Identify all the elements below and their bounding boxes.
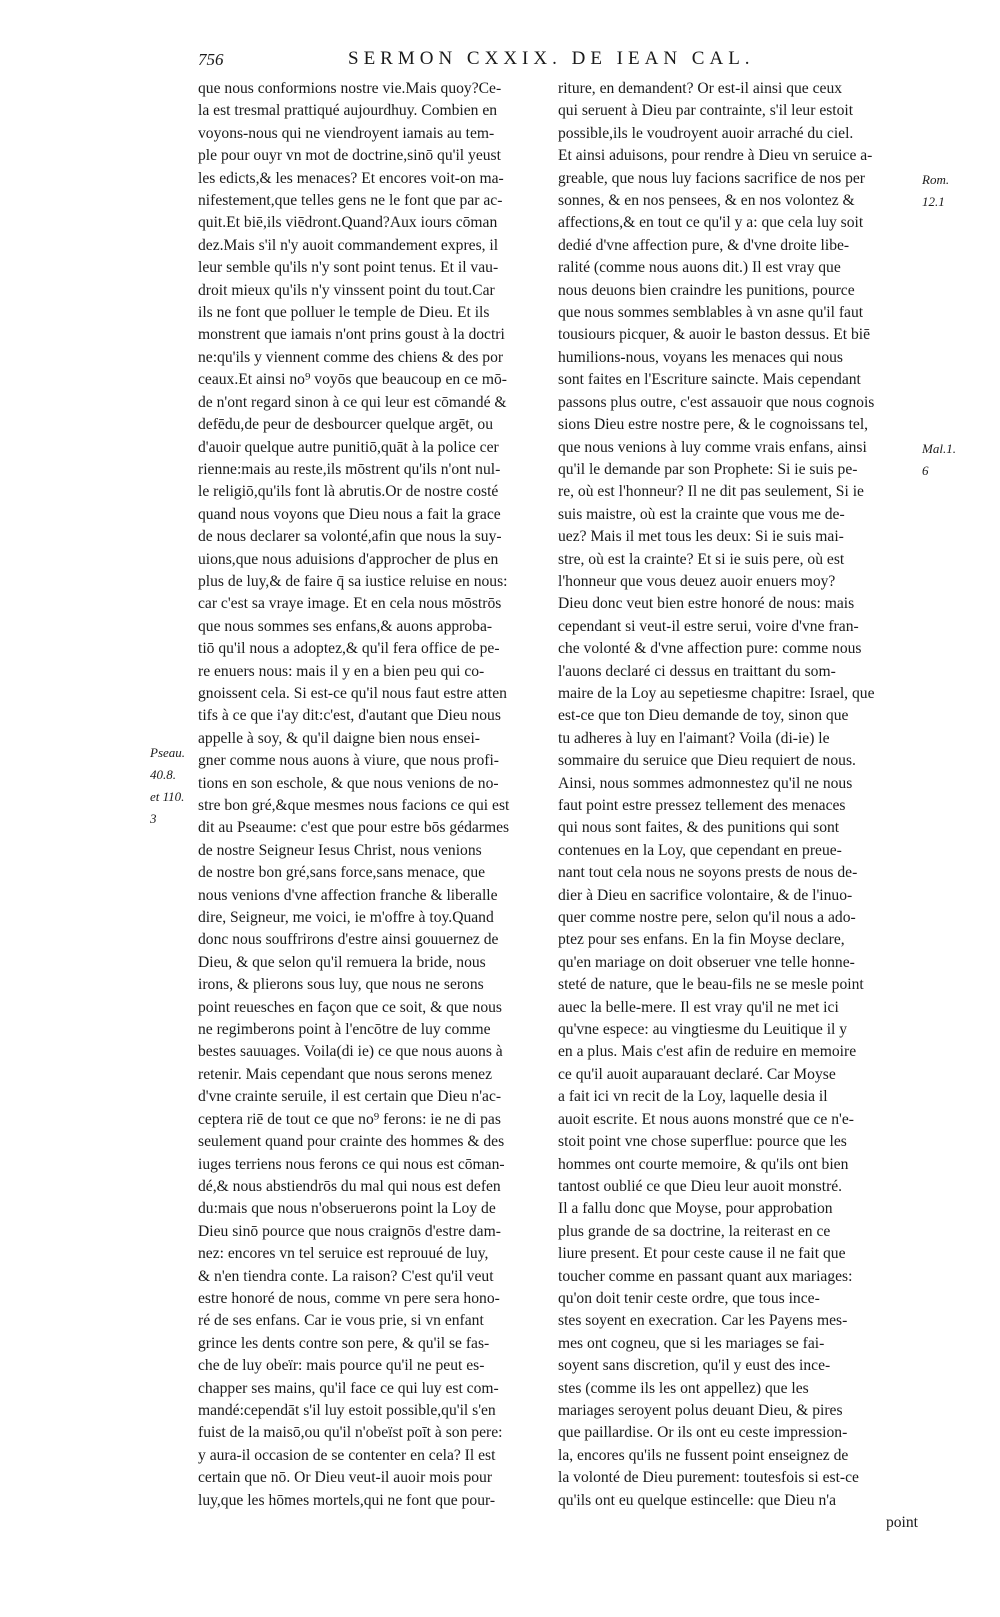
text-line: ple pour ouyr vn mot de doctrine,sinō qu'il yeust (198, 147, 501, 165)
text-line: estre honoré de nous, comme vn pere sera hono- (198, 1289, 500, 1307)
text-line: faut point estre pressez tellement des menaces (558, 797, 846, 814)
text-line: que nous conformions nostre vie.Mais quoy?Ce- (198, 80, 502, 97)
text-line: l'honneur que vous deuez auoir enuers moy? (558, 572, 836, 590)
text-line: greable, que nous luy facions sacrifice de nos per (558, 169, 865, 187)
text-line: che de luy obeïr: mais pource qu'il ne peut es- (198, 1357, 485, 1375)
text-line: seulement quand pour crainte des hommes & des (198, 1133, 505, 1151)
text-line: point reuesches en façon que ce soit, & que nous (198, 998, 502, 1016)
text-line: d'vne crainte seruile, il est certain que Dieu n'ac- (198, 1088, 502, 1106)
text-line: iuges terriens nous ferons ce qui nous est cōman- (198, 1155, 505, 1173)
text-line: de n'ont regard sinon à ce qui leur est cōmandé & (198, 393, 507, 411)
text-line: sommaire du seruice que Dieu requiert de nous. (558, 752, 856, 770)
text-line: stes soyent en execration. Car les Payens mes- (558, 1312, 848, 1330)
catchword: point (885, 1514, 918, 1531)
text-line: nez: encores vn tel seruice est reprouué de luy, (198, 1245, 489, 1263)
page-header (198, 48, 918, 74)
text-line: grince les dents contre son pere, & qu'il se fas- (198, 1334, 490, 1352)
text-line: a fait ici vn recit de la Loy, laquelle desia il (558, 1088, 828, 1106)
text-line: uez? Mais il met tous les deux: Si ie suis mai- (558, 528, 844, 546)
text-line: le religiō,qu'ils font là abrutis.Or de nostre costé (198, 483, 499, 501)
text-line: l'auons declaré ci dessus en traittant du som- (558, 662, 836, 680)
text-line: y aura-il occasion de se contenter en cela? Il est (198, 1446, 496, 1464)
text-line: appelle à soy, & qu'il daigne bien nous ensei- (198, 729, 480, 747)
text-line: la, encores qu'ils ne fussent point enseignez de (558, 1446, 849, 1464)
text-line: tantost oublié ce que Dieu leur auoit monstré. (558, 1177, 843, 1195)
text-line: stre, où est la crainte? Et si ie suis pere, où est (558, 550, 845, 568)
margin-note-line: 40.8. (150, 767, 176, 782)
text-line: mes ont cogneu, que si les mariages se fai- (558, 1334, 825, 1352)
text-line: ceptera riē de tout ce que no⁹ ferons: ie ne di pas (198, 1110, 501, 1128)
text-line: Dieu, & que selon qu'il remuera la bride, nous (198, 953, 486, 971)
text-line: quit.Et biē,ils viēdront.Quand?Aux iours cōman (198, 214, 498, 232)
margin-note-line: Pseau. (150, 745, 186, 760)
text-line: que nous sommes ses enfans,& auons approba- (198, 617, 493, 635)
text-line: chapper ses mains, qu'il face ce qui luy est com- (198, 1379, 499, 1397)
text-line: sonnes, & en nos pensees, & en nos volontez & (558, 192, 855, 210)
text-line: che volonté & d'vne affection pure: comme nous (558, 640, 862, 658)
text-line: steté de nature, que le beau-fils ne se mesle point (558, 976, 864, 994)
text-line: ralité (comme nous auons dit.) Il est vray que (558, 259, 841, 277)
text-line: les edicts,& les menaces? Et encores voit-on ma- (198, 169, 504, 187)
left-text-column (198, 78, 538, 1512)
text-line: hommes ont courte memoire, & qu'ils ont bien (558, 1155, 849, 1173)
text-line: monstrent que iamais n'ont prins goust à la doctri (198, 326, 505, 344)
margin-note-line: 6 (922, 463, 929, 478)
text-line: maire de la Loy au sepetiesme chapitre: Israel, que (558, 684, 875, 702)
text-line: soyent sans discretion, qu'il y eust des ince- (558, 1357, 831, 1375)
text-line: d'auoir quelque autre punitiō,quāt à la police cer (198, 438, 499, 456)
text-line: qu'on doit tenir ceste ordre, que tous ince- (558, 1289, 820, 1307)
text-line: voyons-nous qui ne viendroyent iamais au tem- (198, 124, 495, 142)
text-line: sions Dieu estre nostre pere, & le cognoissans tel, (558, 416, 869, 434)
text-line: sont faites en l'Escriture saincte. Mais cependant (558, 371, 861, 389)
text-line: que nous sommes semblables à vn asne qu'il faut (558, 304, 864, 322)
text-line: qui seruent à Dieu par contrainte, s'il leur estoit (558, 102, 854, 120)
text-line: mandé:cependāt s'il luy estoit possible,qu'il s'en (198, 1401, 496, 1419)
text-line: ne:qu'ils y viennent comme des chiens & des por (198, 348, 504, 366)
text-line: plus grande de sa doctrine, la reiterast en ce (558, 1222, 831, 1240)
text-line: luy,que les hōmes mortels,qui ne font que pour- (198, 1491, 496, 1509)
text-line: nant tout cela nous ne soyons prests de nous de- (558, 864, 858, 882)
right-margin-note-rom (922, 169, 966, 213)
text-line: de nostre bon gré,sans force,sans menace, que (198, 864, 486, 882)
page-number: 756 (198, 50, 224, 69)
text-line: retenir. Mais cependant que nous serons menez (198, 1065, 493, 1083)
text-line: re, où est l'honneur? Il ne dit pas seulement, Si ie (558, 483, 864, 501)
text-line: ne regimberons point à l'encōtre de luy comme (198, 1021, 491, 1039)
text-line: tousiours picquer, & auoir le baston dessus. Et biē (558, 326, 871, 344)
text-line: ce qu'il auoit auparauant declaré. Car Moyse (558, 1065, 836, 1083)
text-line: auec la belle-mere. Il est vray qu'il ne met ici (558, 998, 839, 1016)
text-line: ré de ses enfans. Car ie vous prie, si vn enfant (198, 1312, 484, 1330)
text-line: certain que nō. Or Dieu veut-il auoir mois pour (198, 1469, 493, 1487)
text-line: dedié d'vne affection pure, & d'vne droite libe- (558, 236, 850, 254)
text-line: qu'il le demande par son Prophete: Si ie suis pe- (558, 460, 858, 478)
margin-note-line: Rom. (922, 172, 950, 187)
text-line: du:mais que nous n'obseruerons point la Loy de (198, 1200, 496, 1218)
text-line: Dieu donc veut bien estre honoré de nous: mais (558, 595, 855, 613)
right-text-column (558, 78, 918, 1534)
text-line: passons plus outre, c'est assauoir que nous cognois (558, 393, 875, 411)
margin-note-line: Mal.1. (922, 441, 956, 456)
text-line: tifs à ce que i'ay dit:c'est, d'autant que Dieu nous (198, 707, 501, 725)
text-line: en a plus. Mais c'est afin de reduire en memoire (558, 1043, 857, 1061)
text-line: gnoissent cela. Si est-ce qu'il nous faut estre atten (198, 684, 507, 702)
text-line: dez.Mais s'il n'y auoit commandement expres, il (198, 236, 499, 254)
text-line: de nous declarer sa volonté,afin que nous la suy- (198, 528, 502, 546)
text-line: mariages seroyent polus deuant Dieu, & pires (558, 1401, 843, 1419)
margin-note-line: et 110. (150, 789, 185, 804)
margin-note-line: 12.1 (922, 194, 945, 209)
right-margin-note-mal (922, 438, 966, 482)
text-line: quand nous voyons que Dieu nous a fait la grace (198, 505, 501, 523)
text-line: & n'en tiendra conte. La raison? C'est qu'il veut (198, 1267, 494, 1285)
text-line: quer comme nostre pere, selon qu'il nous a ado- (558, 909, 856, 927)
text-line: ceaux.Et ainsi no⁹ voyōs que beaucoup en ce mō- (198, 371, 507, 389)
text-line: Il a fallu donc que Moyse, pour approbation (558, 1200, 833, 1218)
text-line: qui nous sont faites, & des punitions qui sont (558, 819, 840, 837)
text-line: plus de luy,& de faire q̄ sa iustice reluise en nous: (198, 572, 508, 590)
text-line: bestes sauuages. Voila(di ie) ce que nous auons à (198, 1043, 503, 1061)
text-line: Dieu sinō pource que nous craignōs d'estre dam- (198, 1222, 501, 1240)
text-line: tu adheres à luy en l'aimant? Voila (di-ie) le (558, 729, 830, 747)
text-line: stes (comme ils les ont appellez) que les (558, 1379, 809, 1397)
text-line: riture, en demandent? Or est-il ainsi que ceux (558, 80, 843, 97)
text-line: cependant si veut-il estre serui, voire d'vne fran- (558, 617, 859, 635)
text-line: tiō qu'il nous a adoptez,& qu'il fera office de pe- (198, 640, 500, 658)
text-line: humilions-nous, voyans les menaces qui nous (558, 348, 843, 366)
text-line: nifestement,que telles gens ne le font que par ac- (198, 192, 503, 210)
text-line: stoit point vne chose superflue: pource que les (558, 1133, 847, 1151)
text-line: defēdu,de peur de desbourcer quelque argēt, ou (198, 416, 494, 434)
text-line: dier à Dieu en sacrifice volontaire, & de l'inuo- (558, 886, 853, 904)
text-line: nous deuons bien craindre les punitions, pource (558, 281, 855, 299)
text-line: fuist de la maisō,ou qu'il n'obeïst poīt à son pere: (198, 1424, 503, 1442)
text-line: est-ce que ton Dieu demande de toy, sinon que (558, 707, 849, 725)
text-line: qu'en mariage on doit obseruer vne telle honne- (558, 953, 855, 971)
text-line: leur semble qu'ils n'y sont point tenus. Et il vau- (198, 259, 499, 277)
text-line: affections,& en tout ce qu'il y a: que cela luy soit (558, 214, 864, 232)
text-line: ils ne font que polluer le temple de Dieu. Et ils (198, 304, 490, 322)
text-line: rienne:mais au reste,ils mōstrent qu'ils n'ont nul- (198, 460, 501, 478)
text-line: que nous venions à luy comme vrais enfans, ainsi (558, 438, 867, 456)
text-line: re enuers nous: mais il y en a bien peu qui co- (198, 662, 485, 680)
text-line: que paillardise. Or ils ont eu ceste impression- (558, 1424, 848, 1442)
text-line: Et ainsi aduisons, pour rendre à Dieu vn seruice a- (558, 147, 873, 165)
text-line: stre bon gré,&que mesmes nous facions ce qui est (198, 797, 510, 814)
text-line: auoit escrite. Et nous auons monstré que ce n'e- (558, 1110, 854, 1128)
text-line: droit mieux qu'ils n'y vinssent point du tout.Car (198, 281, 495, 299)
text-line: toucher comme en passant quant aux mariages: (558, 1267, 853, 1285)
text-line: qu'vne espece: au vingtiesme du Leuitique il y (558, 1021, 848, 1039)
text-line: la volonté de Dieu purement: toutesfois si est-ce (558, 1469, 859, 1487)
text-line: liure present. Et pour ceste cause il ne fait que (558, 1245, 846, 1263)
text-line: dire, Seigneur, me voici, ie m'offre à toy.Quand (198, 909, 494, 927)
text-line: donc nous souffrirons d'estre ainsi gouuernez de (198, 931, 499, 949)
running-title: SERMON CXXIX. DE IEAN CAL. (348, 48, 755, 69)
text-line: dé,& nous abstiendrōs du mal qui nous est defen (198, 1177, 501, 1195)
text-line: dit au Pseaume: c'est que pour estre bōs gédarmes (198, 819, 510, 837)
text-line: possible,ils le voudroyent auoir arraché du ciel. (558, 124, 854, 142)
text-line: tions en son eschole, & que nous venions de no- (198, 774, 499, 792)
text-line: ptez pour ses enfans. En la fin Moyse declare, (558, 931, 845, 949)
text-line: uions,que nous aduisions d'approcher de plus en (198, 550, 499, 568)
text-line: qu'ils ont eu quelque estincelle: que Dieu n'a (558, 1491, 836, 1509)
text-line: nous venions d'vne affection franche & liberalle (198, 886, 498, 904)
text-line: car c'est sa vraye image. Et en cela nous mōstrōs (198, 595, 502, 613)
text-line: gner comme nous auons à viure, que nous profi- (198, 752, 499, 770)
text-line: Ainsi, nous sommes admonnestez qu'il ne nous (558, 774, 853, 792)
text-line: contenues en la Loy, que cependant en preue- (558, 841, 842, 859)
margin-note-line: 3 (150, 811, 157, 826)
left-margin-note (150, 742, 194, 830)
text-line: de nostre Seigneur Iesus Christ, nous venions (198, 841, 482, 859)
text-line: suis maistre, où est la crainte que vous me de- (558, 505, 845, 523)
text-line: irons, & plierons sous luy, que nous ne serons (198, 976, 484, 994)
text-line: la est tresmal prattiqué aujourdhuy. Combien en (198, 102, 498, 120)
